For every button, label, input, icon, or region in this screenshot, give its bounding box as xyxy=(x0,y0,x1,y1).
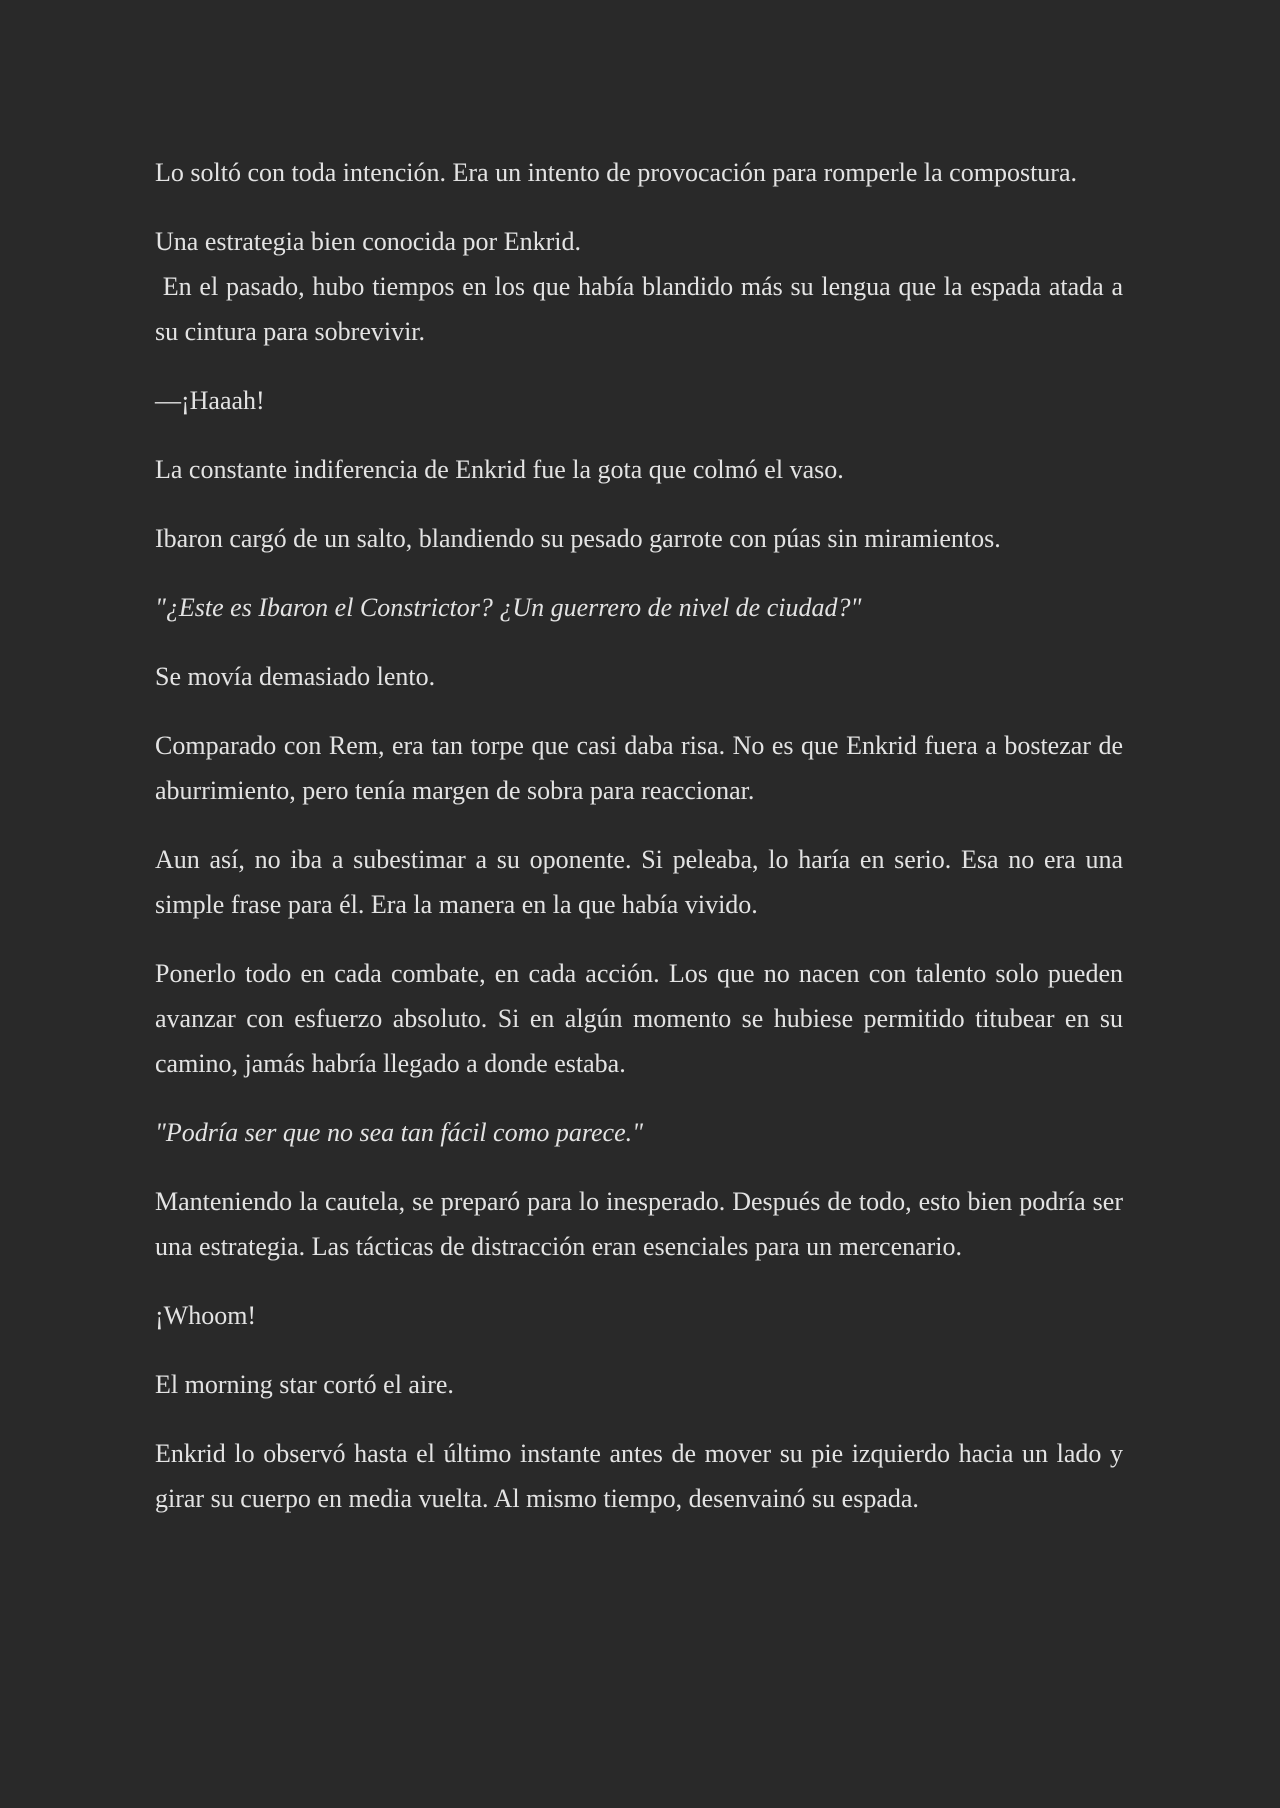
paragraph-4: La constante indiferencia de Enkrid fue la gota que colmó el vaso. xyxy=(155,455,844,484)
paragraph-10: Ponerlo todo en cada combate, en cada acción. Los que no nacen con talento solo pueden avanzar con esfuerzo absoluto. Si en algún momento se hubiese permitido titubear en su camino, jamás habría llegado a donde estaba. xyxy=(155,959,1123,1078)
paragraph-2-line-1: Una estrategia bien conocida por Enkrid. xyxy=(155,227,581,256)
paragraph-5: Ibaron cargó de un salto, blandiendo su pesado garrote con púas sin miramientos. xyxy=(155,524,1001,553)
paragraph-3: —¡Haaah! xyxy=(155,386,265,415)
paragraph-11-thought: "Podría ser que no sea tan fácil como parece." xyxy=(155,1118,644,1147)
paragraph-6-thought: "¿Este es Ibaron el Constrictor? ¿Un guerrero de nivel de ciudad?" xyxy=(155,593,862,622)
paragraph-14: El morning star cortó el aire. xyxy=(155,1370,454,1399)
paragraph-2-line-2: En el pasado, hubo tiempos en los que había blandido más su lengua que la espada atada a su cintura para sobrevivir. xyxy=(155,272,1130,346)
paragraph-2 xyxy=(155,219,1130,354)
paragraph-8: Comparado con Rem, era tan torpe que casi daba risa. No es que Enkrid fuera a bostezar de aburrimiento, pero tenía margen de sobra para reaccionar. xyxy=(155,731,1123,805)
paragraph-1: Lo soltó con toda intención. Era un intento de provocación para romperle la compostura. xyxy=(155,158,1077,187)
paragraph-15: Enkrid lo observó hasta el último instante antes de mover su pie izquierdo hacia un lado y girar su cuerpo en media vuelta. Al mismo tiempo, desenvainó su espada. xyxy=(155,1439,1123,1513)
paragraph-9: Aun así, no iba a subestimar a su oponente. Si peleaba, lo haría en serio. Esa no era una simple frase para él. Era la manera en la que había vivido. xyxy=(155,845,1123,919)
reading-page xyxy=(155,150,1130,1545)
paragraph-7: Se movía demasiado lento. xyxy=(155,662,436,691)
paragraph-12: Manteniendo la cautela, se preparó para lo inesperado. Después de todo, esto bien podría ser una estrategia. Las tácticas de distracción eran esenciales para un mercenario. xyxy=(155,1187,1123,1261)
paragraph-13: ¡Whoom! xyxy=(155,1301,257,1330)
